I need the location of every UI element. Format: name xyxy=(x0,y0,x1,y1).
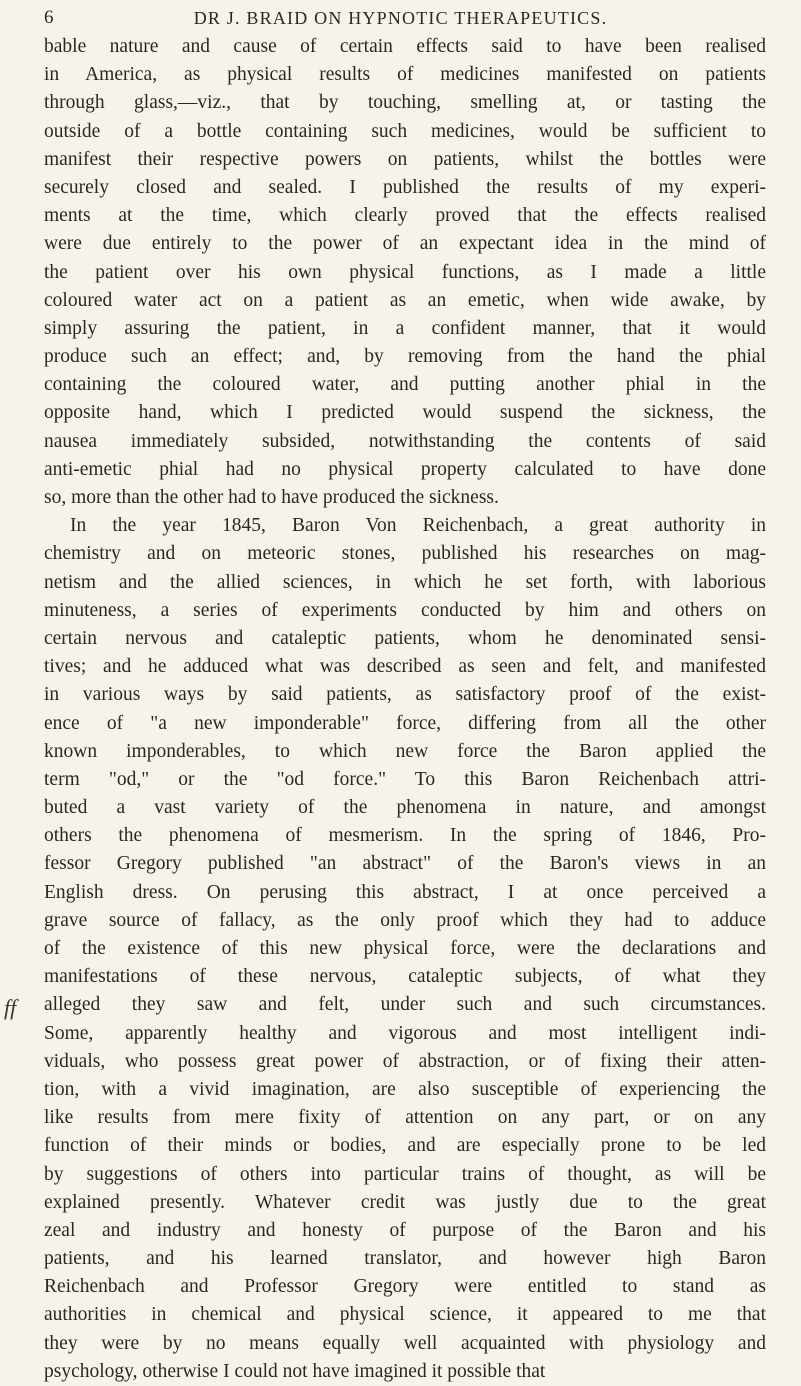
text-line: Some, apparently healthy and vigorous and most intelligent indi- xyxy=(44,1022,766,1044)
text-line: buted a vast variety of the phenomena in nature, and amongst xyxy=(44,797,766,819)
text-line: anti-emetic phial had no physical property calculated to have done xyxy=(44,458,766,480)
text-line: securely closed and sealed. I published the results of my experi- xyxy=(44,176,766,198)
text-line: others the phenomena of mesmerism. In the spring of 1846, Pro- xyxy=(44,825,766,847)
text-line: function of their minds or bodies, and are especially prone to be led xyxy=(44,1135,766,1157)
text-line: outside of a bottle containing such medicines, would be sufficient to xyxy=(44,120,766,142)
text-line: explained presently. Whatever credit was justly due to the great xyxy=(44,1191,766,1213)
text-line: in various ways by said patients, as satisfactory proof of the exist- xyxy=(44,684,766,706)
text-line: coloured water act on a patient as an emetic, when wide awake, by xyxy=(44,289,766,311)
text-line: tion, with a vivid imagination, are also susceptible of experiencing the xyxy=(44,1078,766,1100)
text-line: in America, as physical results of medicines manifested on patients xyxy=(44,64,766,86)
running-title: DR J. BRAID ON HYPNOTIC THERAPEUTICS. xyxy=(193,8,608,28)
text-line: like results from mere fixity of attention on any part, or on any xyxy=(44,1107,766,1129)
text-line: viduals, who possess great power of abstraction, or of fixing their atten- xyxy=(44,1050,766,1072)
text-line: alleged they saw and felt, under such and such circumstances. xyxy=(44,994,766,1016)
text-line: were due entirely to the power of an expectant idea in the mind of xyxy=(44,233,766,255)
running-head xyxy=(44,4,757,32)
text-line: produce such an effect; and, by removing from the hand the phial xyxy=(44,346,766,368)
text-line: by suggestions of others into particular trains of thought, as will be xyxy=(44,1163,766,1185)
text-line: chemistry and on meteoric stones, published his researches on mag- xyxy=(44,543,766,565)
text-line: containing the coloured water, and putting another phial in the xyxy=(44,374,766,396)
text-line: nausea immediately subsided, notwithstanding the contents of said xyxy=(44,430,766,452)
text-line: In the year 1845, Baron Von Reichenbach, a great authority in xyxy=(70,515,766,537)
text-line: zeal and industry and honesty of purpose of the Baron and his xyxy=(44,1219,766,1241)
text-line: term "od," or the "od force." To this Baron Reichenbach attri- xyxy=(44,768,766,790)
text-line: they were by no means equally well acquainted with physiology and xyxy=(44,1332,766,1354)
text-line: through glass,—viz., that by touching, smelling at, or tasting the xyxy=(44,92,766,114)
text-line: ments at the time, which clearly proved that the effects realised xyxy=(44,205,766,227)
text-line: so, more than the other had to have produced the sickness. xyxy=(44,487,499,508)
margin-annotation: ff xyxy=(4,995,17,1020)
page-number: 6 xyxy=(44,7,54,28)
text-line: patients, and his learned translator, and however high Baron xyxy=(44,1248,766,1270)
text-line: grave source of fallacy, as the only proof which they had to adduce xyxy=(44,909,766,931)
text-line: ence of "a new imponderable" force, differing from all the other xyxy=(44,712,766,734)
text-line: of the existence of this new physical force, were the declarations and xyxy=(44,938,766,959)
text-line: certain nervous and cataleptic patients, whom he denominated sensi- xyxy=(44,627,766,649)
text-line: simply assuring the patient, in a confident manner, that it would xyxy=(44,317,766,339)
text-line: bable nature and cause of certain effects said to have been realised xyxy=(44,36,766,57)
text-line: English dress. On perusing this abstract, I at once perceived a xyxy=(44,881,766,903)
text-line: minuteness, a series of experiments conducted by him and others on xyxy=(44,599,766,621)
text-line: known imponderables, to which new force the Baron applied the xyxy=(44,740,766,762)
text-line: Reichenbach and Professor Gregory were entitled to stand as xyxy=(44,1276,766,1298)
text-line: the patient over his own physical functions, as I made a little xyxy=(44,261,766,283)
text-line: manifestations of these nervous, cataleptic subjects, of what they xyxy=(44,966,766,988)
text-line: netism and the allied sciences, in which he set forth, with laborious xyxy=(44,571,766,593)
body-text xyxy=(44,33,766,1386)
text-line: fessor Gregory published "an abstract" of the Baron's views in an xyxy=(44,853,766,875)
text-line: manifest their respective powers on patients, whilst the bottles were xyxy=(44,148,766,170)
text-line: authorities in chemical and physical science, it appeared to me that xyxy=(44,1304,766,1326)
text-line: psychology, otherwise I could not have imagined it possible that xyxy=(44,1360,546,1382)
text-line: tives; and he adduced what was described as seen and felt, and manifested xyxy=(44,656,766,678)
text-line: opposite hand, which I predicted would suspend the sickness, the xyxy=(44,402,766,424)
